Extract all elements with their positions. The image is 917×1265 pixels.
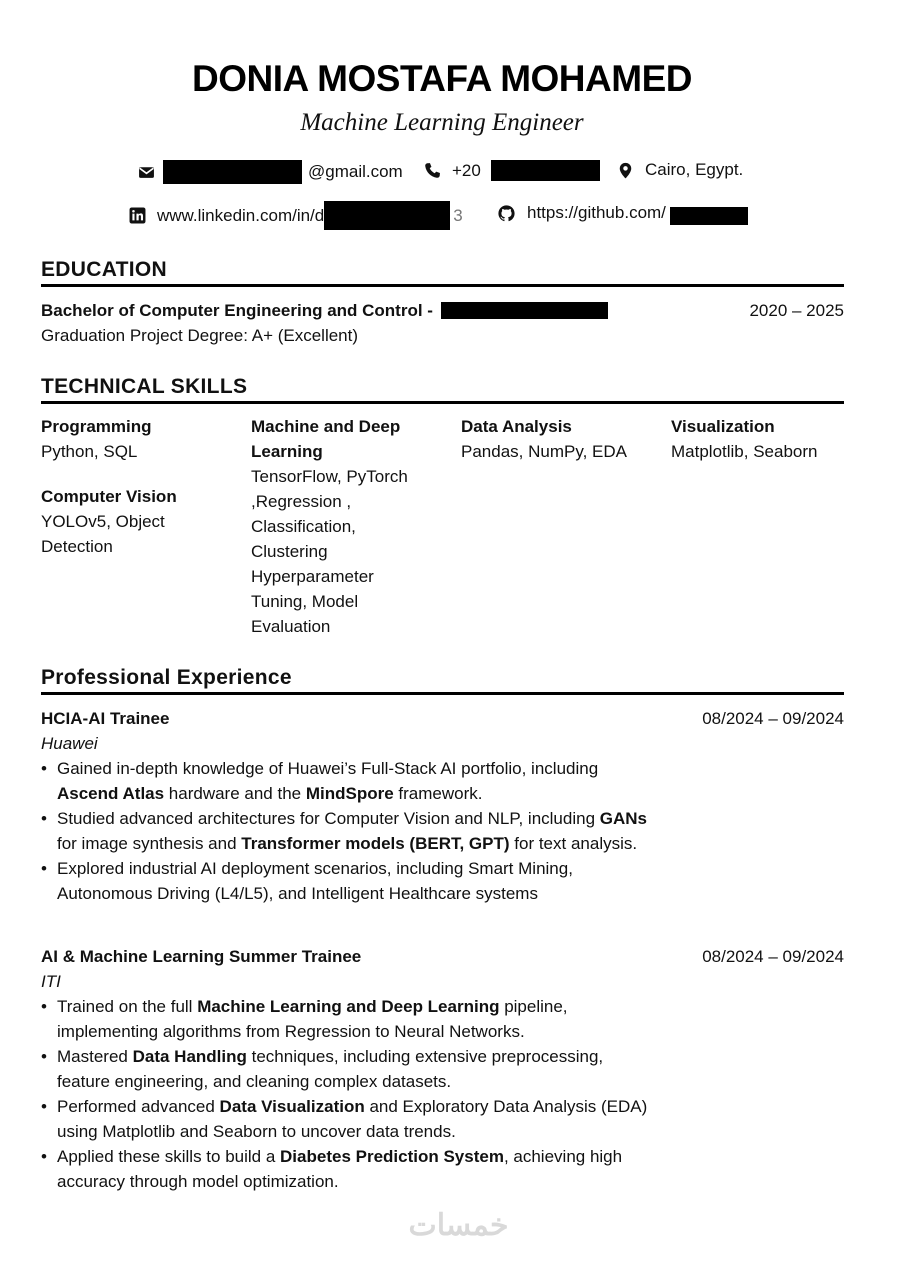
job-dates: 08/2024 – 09/2024 [702, 709, 844, 728]
contact-linkedin[interactable] [129, 201, 463, 230]
skill-ml-dl-value: TensorFlow, PyTorch ,Regression , Classification, Clustering Hyperparameter Tuning, Model Evaluation [251, 467, 408, 636]
education-dates: 2020 – 2025 [749, 301, 844, 320]
resume-role: Machine Learning Engineer [300, 109, 584, 136]
education-degree-line [41, 298, 608, 323]
skill-visualization-label: Visualization [671, 417, 775, 436]
linkedin-icon [129, 207, 146, 224]
job-bullets [41, 756, 651, 906]
skill-data-analysis [461, 414, 651, 464]
bullet-item: • Explored industrial AI deployment scenarios, including Smart Mining, Autonomous Driving (L4/L5), and Intelligent Healthcare systems [41, 856, 651, 906]
redacted-email [163, 160, 302, 184]
bullet-item: • Performed advanced Data Visualization and Exploratory Data Analysis (EDA) using Matplotlib and Seaborn to uncover data trends. [41, 1094, 651, 1144]
github-icon [498, 205, 515, 222]
contact-phone[interactable] [424, 160, 600, 181]
skill-programming [41, 414, 231, 464]
skill-ml-dl-label: Machine and Deep Learning [251, 417, 401, 461]
resume-name: DONIA MOSTAFA MOHAMED [192, 58, 692, 99]
skill-ml-dl [251, 414, 431, 639]
redacted-university [441, 302, 608, 319]
skill-cv-label: Computer Vision [41, 487, 177, 506]
phone-icon [424, 162, 441, 179]
contact-location [617, 160, 743, 180]
skills-heading: TECHNICAL SKILLS [41, 375, 844, 404]
email-suffix: @gmail.com [308, 162, 403, 181]
redacted-phone [491, 160, 600, 181]
skill-data-analysis-value: Pandas, NumPy, EDA [461, 442, 627, 461]
location-icon [617, 162, 634, 179]
skill-programming-label: Programming [41, 417, 152, 436]
education-heading: EDUCATION [41, 258, 844, 287]
phone-prefix: +20 [452, 160, 481, 180]
linkedin-tail: 3 [453, 205, 463, 225]
skill-data-analysis-label: Data Analysis [461, 417, 572, 436]
education-degree: Bachelor of Computer Engineering and Control - [41, 301, 433, 320]
job-company: ITI [41, 972, 61, 991]
location-text: Cairo, Egypt. [645, 160, 744, 179]
linkedin-url[interactable]: www.linkedin.com/in/d [157, 205, 325, 225]
github-url[interactable]: https://github.com/ [527, 203, 666, 222]
skill-programming-value: Python, SQL [41, 442, 138, 461]
skill-computer-vision [41, 484, 221, 559]
skill-cv-value: YOLOv5, Object Detection [41, 512, 165, 556]
bullet-item: • Gained in-depth knowledge of Huawei’s Full-Stack AI portfolio, including Ascend Atlas hardware and the MindSpore framework. [41, 756, 651, 806]
skill-visualization [671, 414, 851, 464]
education-note: Graduation Project Degree: A+ (Excellent) [41, 326, 359, 345]
experience-heading: Professional Experience [41, 666, 844, 695]
bullet-item: • Studied advanced architectures for Computer Vision and NLP, including GANs for image synthesis and Transformer models (BERT, GPT) for text analysis. [41, 806, 651, 856]
contact-github[interactable] [498, 201, 748, 225]
bullet-item: • Trained on the full Machine Learning and Deep Learning pipeline, implementing algorithms from Regression to Neural Networks. [41, 994, 651, 1044]
skill-visualization-value: Matplotlib, Seaborn [671, 442, 818, 461]
redacted-linkedin [324, 201, 450, 230]
job-bullets [41, 994, 651, 1194]
job-dates: 08/2024 – 09/2024 [702, 947, 844, 966]
contact-email[interactable] [138, 160, 403, 184]
job-company: Huawei [41, 734, 98, 753]
email-icon [138, 164, 155, 181]
redacted-github [670, 207, 748, 225]
bullet-item: • Applied these skills to build a Diabetes Prediction System, achieving high accuracy through model optimization. [41, 1144, 651, 1194]
job-title: HCIA-AI Trainee [41, 709, 170, 728]
bullet-item: • Mastered Data Handling techniques, including extensive preprocessing, feature engineering, and cleaning complex datasets. [41, 1044, 651, 1094]
job-title: AI & Machine Learning Summer Trainee [41, 947, 362, 966]
watermark-logo: خمسات [408, 1209, 509, 1242]
